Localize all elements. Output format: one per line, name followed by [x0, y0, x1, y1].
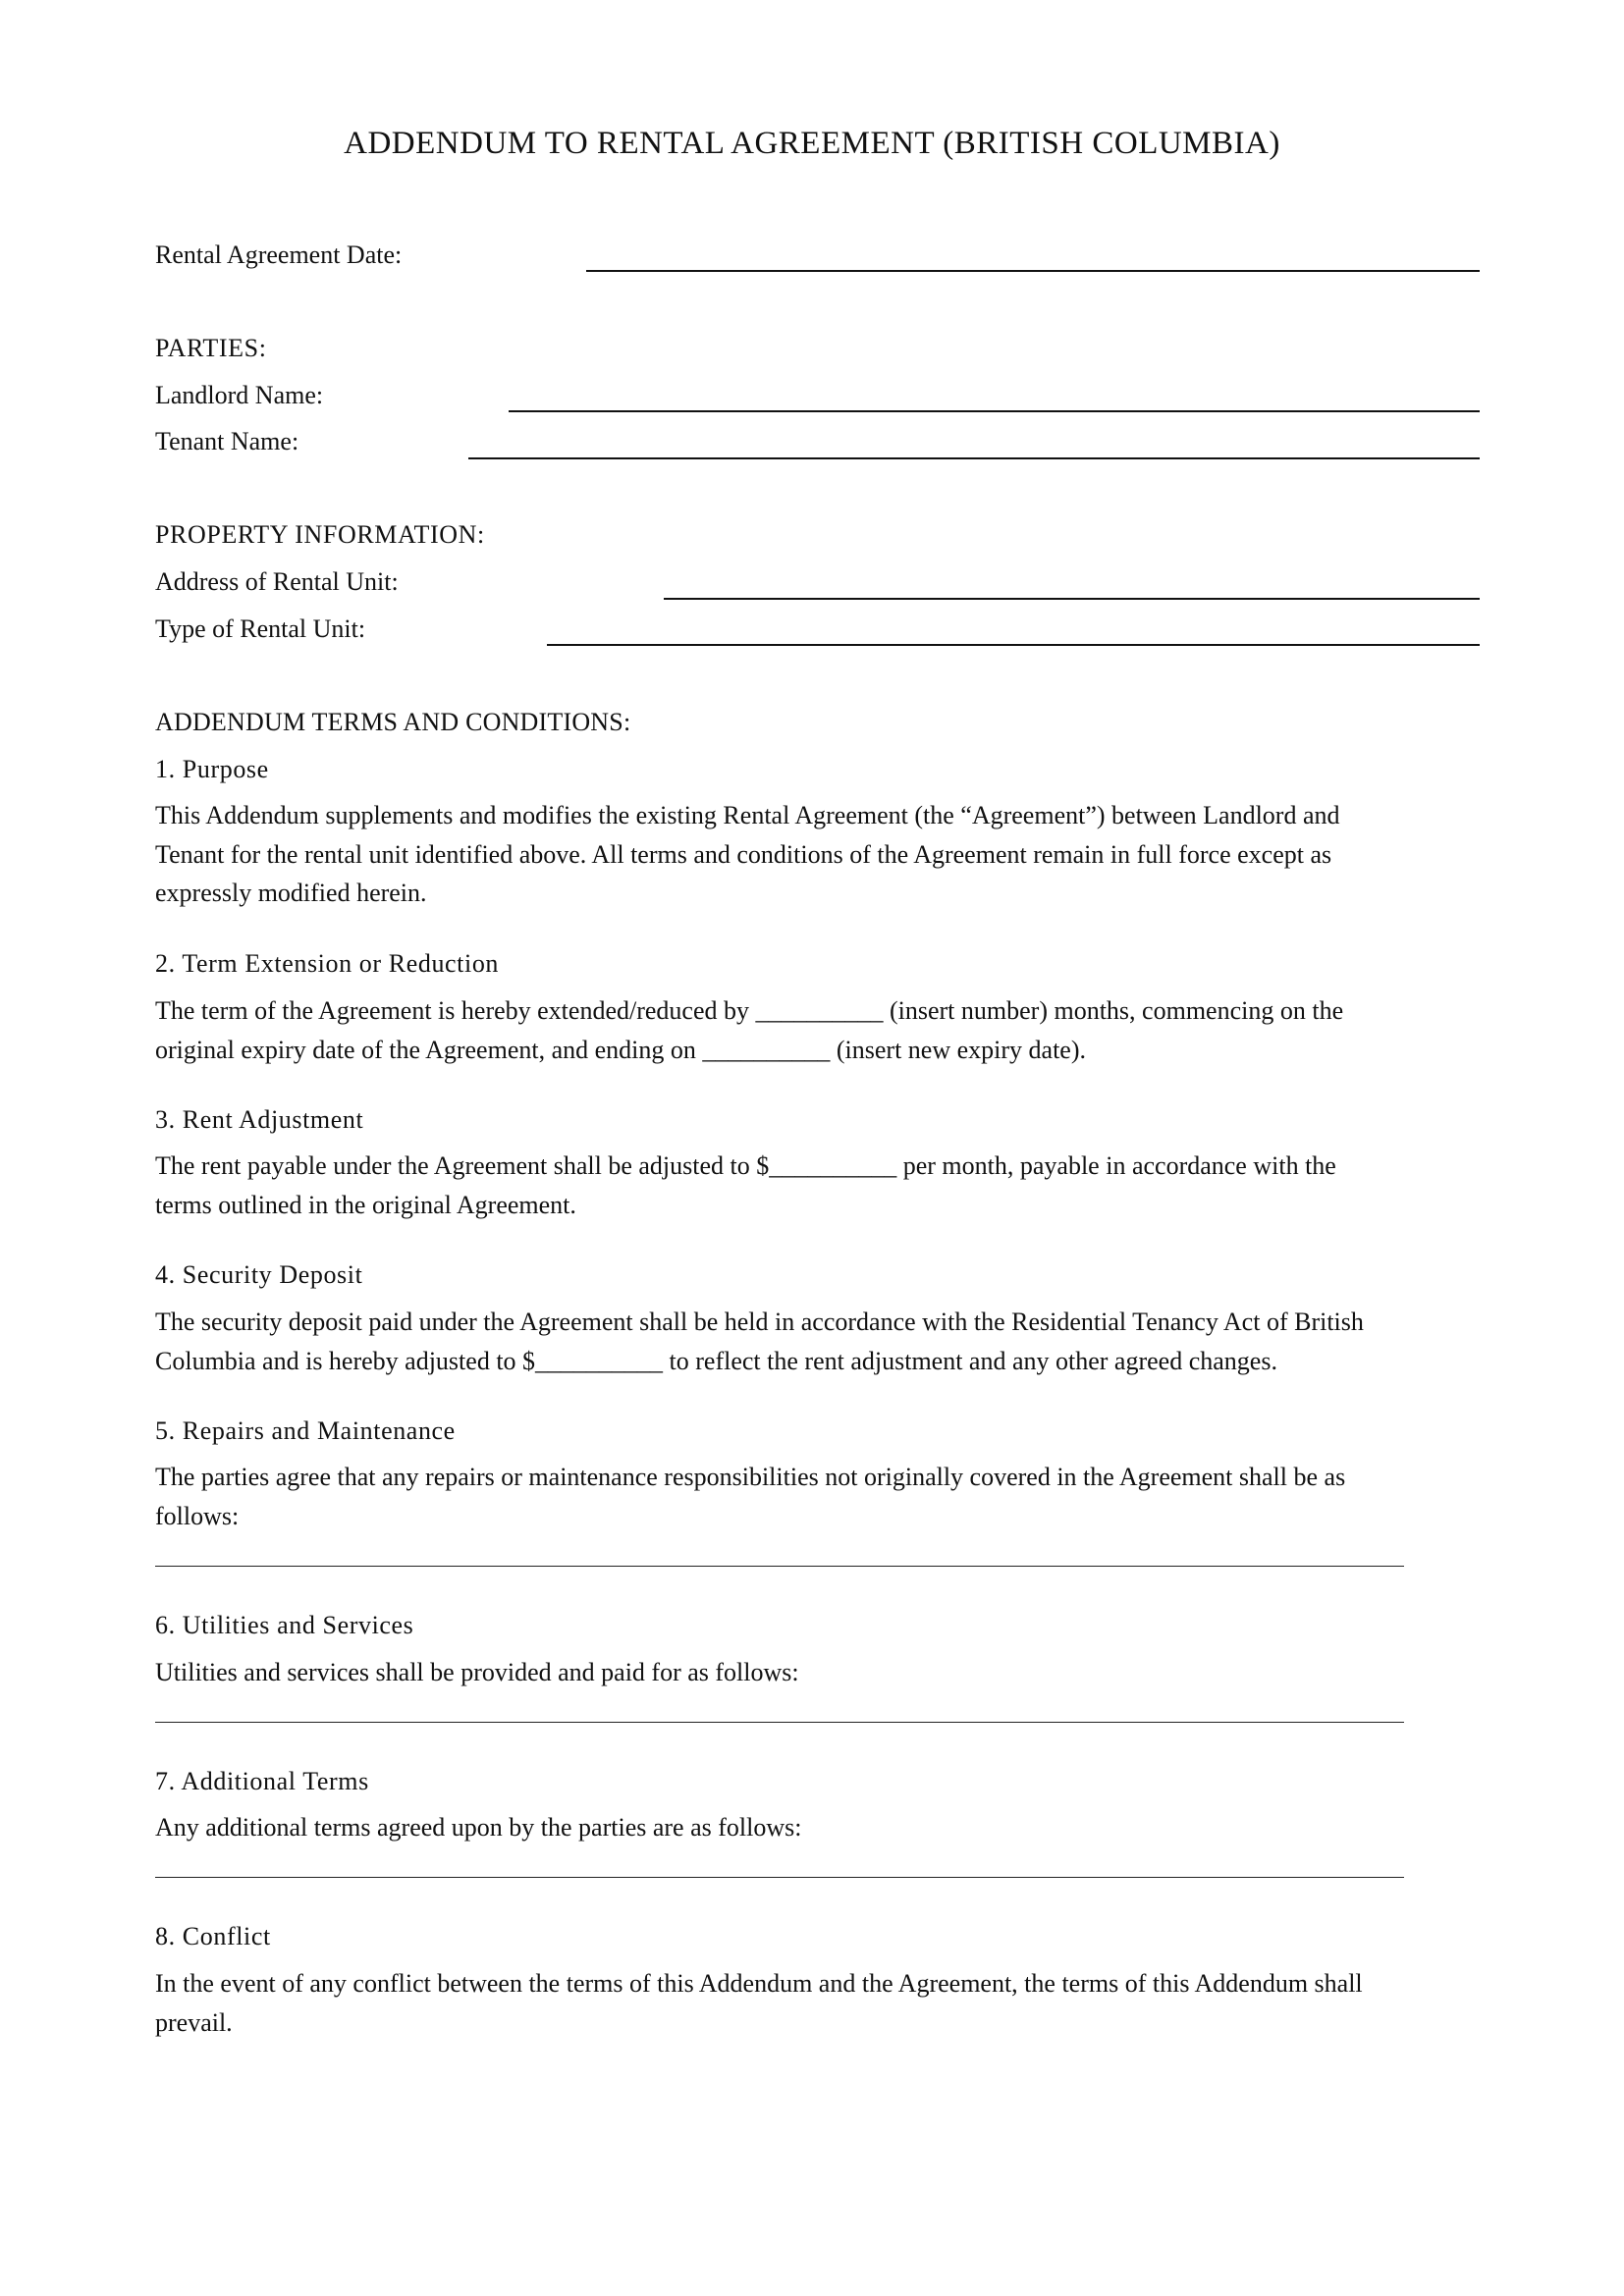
section-8-text [155, 1964, 1476, 2042]
section-3-text [155, 1147, 1476, 1224]
rental-agreement-date-field[interactable] [586, 270, 1480, 272]
section-3-line-2: terms outlined in the original Agreement. [155, 1190, 576, 1219]
section-4-text [155, 1303, 1476, 1380]
landlord-name-label: Landlord Name: [155, 381, 324, 409]
section-7-text [155, 1808, 1476, 1847]
section-3-line-1: The rent payable under the Agreement shall be adjusted to $__________ per month, payable in accordance with the [155, 1151, 1336, 1180]
section-2-line-1: The term of the Agreement is hereby extended/reduced by __________ (insert number) months, commencing on the [155, 996, 1344, 1025]
landlord-name-field[interactable] [509, 410, 1480, 412]
section-5-line-1: The parties agree that any repairs or maintenance responsibilities not originally covered in the Agreement shall be as [155, 1463, 1346, 1491]
section-4-line-1: The security deposit paid under the Agreement shall be held in accordance with the Residential Tenancy Act of British [155, 1308, 1364, 1336]
type-of-rental-unit-field[interactable] [547, 644, 1480, 646]
section-2-text [155, 991, 1476, 1069]
section-5-text [155, 1458, 1476, 1535]
tenant-name-field[interactable] [468, 457, 1480, 459]
section-1-line-1: This Addendum supplements and modifies the existing Rental Agreement (the “Agreement”) between Landlord and [155, 801, 1340, 829]
section-2-heading: 2. Term Extension or Reduction [155, 949, 500, 978]
parties-heading: PARTIES: [155, 334, 267, 362]
section-7-heading: 7. Additional Terms [155, 1767, 369, 1795]
terms-and-conditions-heading: ADDENDUM TERMS AND CONDITIONS: [155, 708, 631, 736]
repairs-maintenance-blank-field[interactable] [155, 1566, 1404, 1567]
section-7-line-1: Any additional terms agreed upon by the parties are as follows: [155, 1813, 802, 1842]
address-of-rental-unit-label: Address of Rental Unit: [155, 567, 399, 596]
section-5-heading: 5. Repairs and Maintenance [155, 1416, 456, 1445]
section-6-heading: 6. Utilities and Services [155, 1611, 414, 1639]
address-of-rental-unit-field[interactable] [664, 598, 1480, 600]
section-1-line-3: expressly modified herein. [155, 879, 427, 907]
section-1-line-2: Tenant for the rental unit identified above. All terms and conditions of the Agreement remain in full force except as [155, 839, 1332, 869]
section-6-line-1: Utilities and services shall be provided and paid for as follows: [155, 1658, 799, 1686]
rental-agreement-date-label: Rental Agreement Date: [155, 240, 403, 269]
section-8-line-2: prevail. [155, 2007, 233, 2037]
property-information-heading: PROPERTY INFORMATION: [155, 520, 485, 549]
section-6-text [155, 1653, 1476, 1692]
section-4-heading: 4. Security Deposit [155, 1260, 363, 1289]
section-5-line-2: follows: [155, 1501, 240, 1530]
section-3-heading: 3. Rent Adjustment [155, 1105, 364, 1134]
section-1-heading: 1. Purpose [155, 755, 269, 783]
section-8-line-1: In the event of any conflict between the terms of this Addendum and the Agreement, the terms of this Addendum shall [155, 1969, 1363, 1998]
additional-terms-blank-field[interactable] [155, 1877, 1404, 1878]
document-title: ADDENDUM TO RENTAL AGREEMENT (BRITISH COLUMBIA) [344, 126, 1280, 161]
section-8-heading: 8. Conflict [155, 1922, 271, 1950]
utilities-services-blank-field[interactable] [155, 1722, 1404, 1723]
type-of-rental-unit-label: Type of Rental Unit: [155, 614, 366, 643]
section-1-text [155, 796, 1476, 913]
section-2-line-2: original expiry date of the Agreement, and ending on __________ (insert new expiry date). [155, 1035, 1087, 1064]
tenant-name-label: Tenant Name: [155, 427, 299, 455]
section-4-line-2: Columbia and is hereby adjusted to $__________ to reflect the rent adjustment and any other agreed changes. [155, 1346, 1277, 1375]
